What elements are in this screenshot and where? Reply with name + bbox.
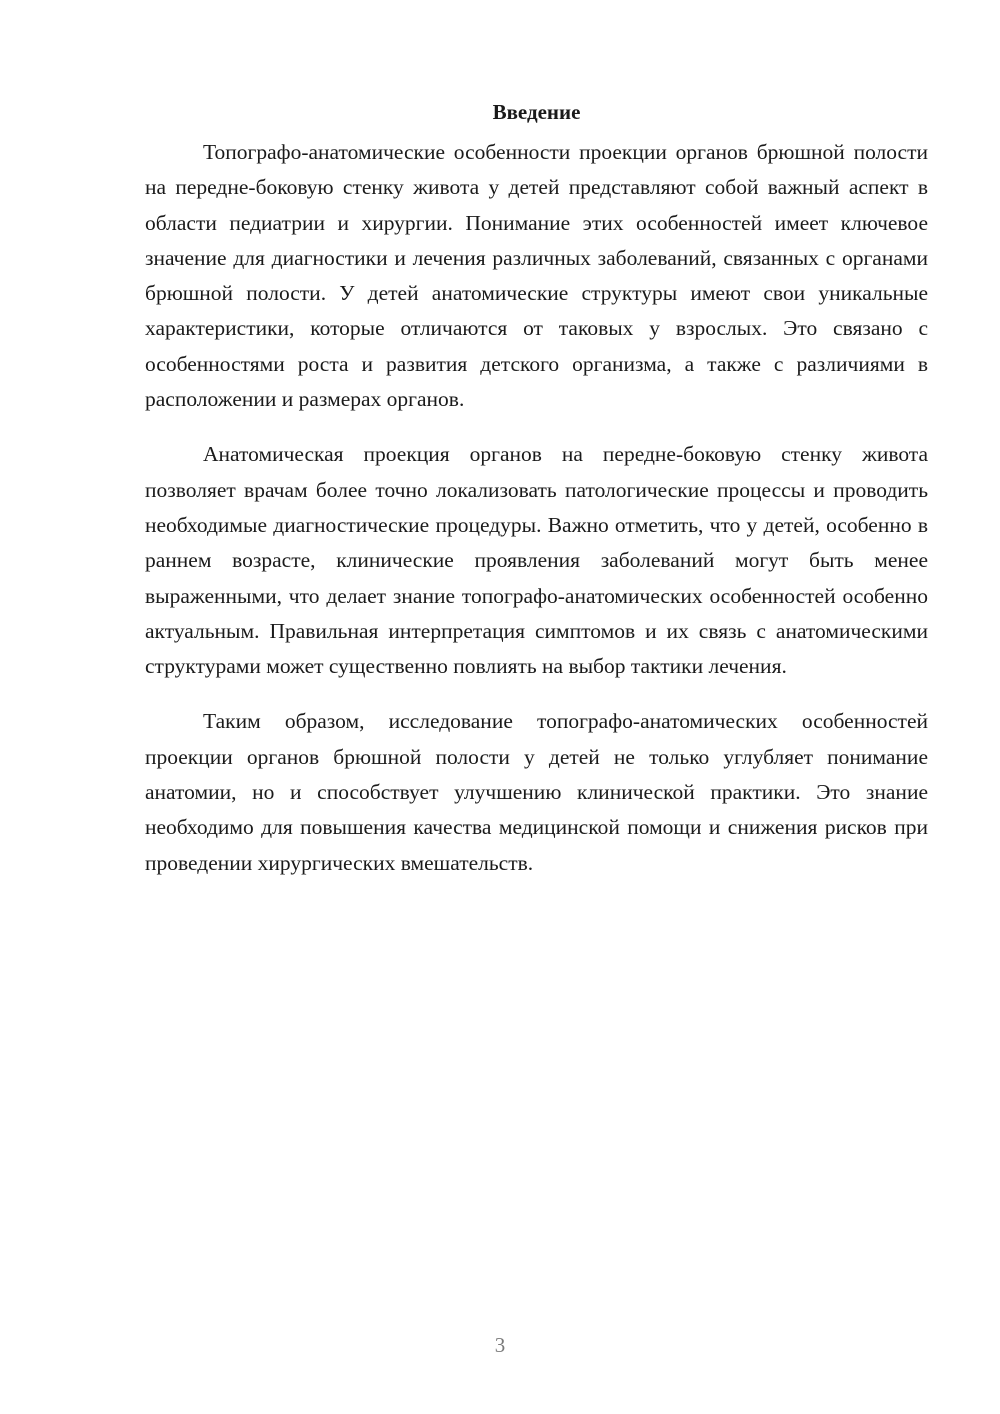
paragraph-2: Анатомическая проекция органов на передне-боковую стенку живота позволяет врачам более точно локализовать патологические процессы и проводить необходимые диагностические процедуры. Важно отметить, что у детей, особенно в раннем возрасте, клинические проявления заболеваний могут быть менее выраженными, что делает знание топографо-анатомических особенностей особенно актуальным. Правильная интерпретация симптомов и их связь с анатомическими структурами может существенно повлиять на выбор тактики лечения. (145, 442, 928, 679)
paragraph-1: Топографо-анатомические особенности проекции органов брюшной полости на передне-боковую стенку живота у детей представляют собой важный аспект в области педиатрии и хирургии. Понимание этих особенностей имеет ключевое значение для диагностики и лечения различных заболеваний, связанных с органами брюшной полости. У детей анатомические структуры имеют свои уникальные характеристики, которые отличаются от таковых у взрослых. Это связано с особенностями роста и развития детского организма, а также с различиями в расположении и размерах органов. (145, 140, 928, 412)
paragraph-3: Таким образом, исследование топографо-анатомических особенностей проекции органов брюшной полости у детей не только углубляет понимание анатомии, но и способствует улучшению клинической практики. Это знание необходимо для повышения качества медицинской помощи и снижения рисков при проведении хирургических вмешательств. (145, 709, 928, 875)
document-body (145, 98, 928, 901)
page-number: 3 (494, 1333, 506, 1357)
section-heading: Введение (492, 100, 581, 124)
